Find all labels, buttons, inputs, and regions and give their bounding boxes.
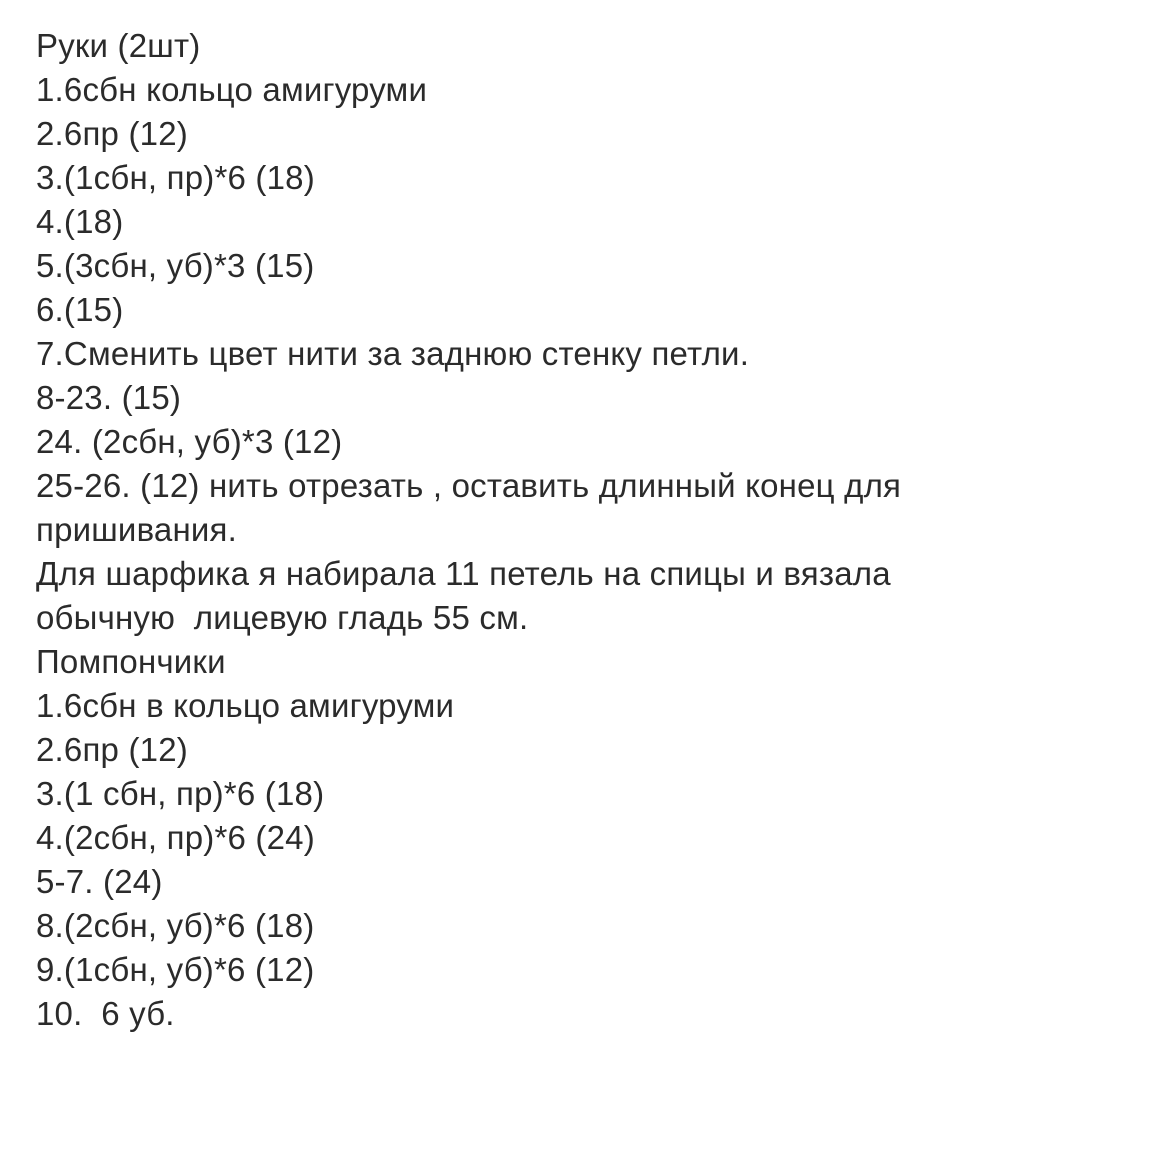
text-line: 2.6пр (12) [36, 731, 188, 768]
text-line: 8-23. (15) [36, 379, 182, 416]
text-line: Для шарфика я набирала 11 петель на спицы и вязала [36, 555, 891, 592]
text-line: 8.(2сбн, уб)*6 (18) [36, 907, 315, 944]
text-line: 10. 6 уб. [36, 995, 175, 1032]
text-line: 3.(1 сбн, пр)*6 (18) [36, 775, 325, 812]
section-title-pompoms: Помпончики [36, 643, 226, 680]
text-line: 5-7. (24) [36, 863, 163, 900]
document-text [36, 24, 1036, 1036]
text-line: обычную лицевую гладь 55 см. [36, 599, 529, 636]
text-line: 4.(2сбн, пр)*6 (24) [36, 819, 315, 856]
text-line: 7.Сменить цвет нити за заднюю стенку петли. [36, 335, 750, 372]
text-line: 25-26. (12) нить отрезать , оставить длинный конец для [36, 467, 902, 504]
text-line: 24. (2сбн, уб)*3 (12) [36, 423, 343, 460]
section-title-arms: Руки (2шт) [36, 27, 201, 64]
text-line: 2.6пр (12) [36, 115, 188, 152]
text-line: пришивания. [36, 511, 237, 548]
text-line: 6.(15) [36, 291, 124, 328]
text-line: 9.(1сбн, уб)*6 (12) [36, 951, 315, 988]
text-line: 1.6сбн кольцо амигуруми [36, 71, 428, 108]
text-line: 5.(3сбн, уб)*3 (15) [36, 247, 315, 284]
text-line: 3.(1сбн, пр)*6 (18) [36, 159, 315, 196]
text-line: 4.(18) [36, 203, 124, 240]
text-line: 1.6сбн в кольцо амигуруми [36, 687, 455, 724]
